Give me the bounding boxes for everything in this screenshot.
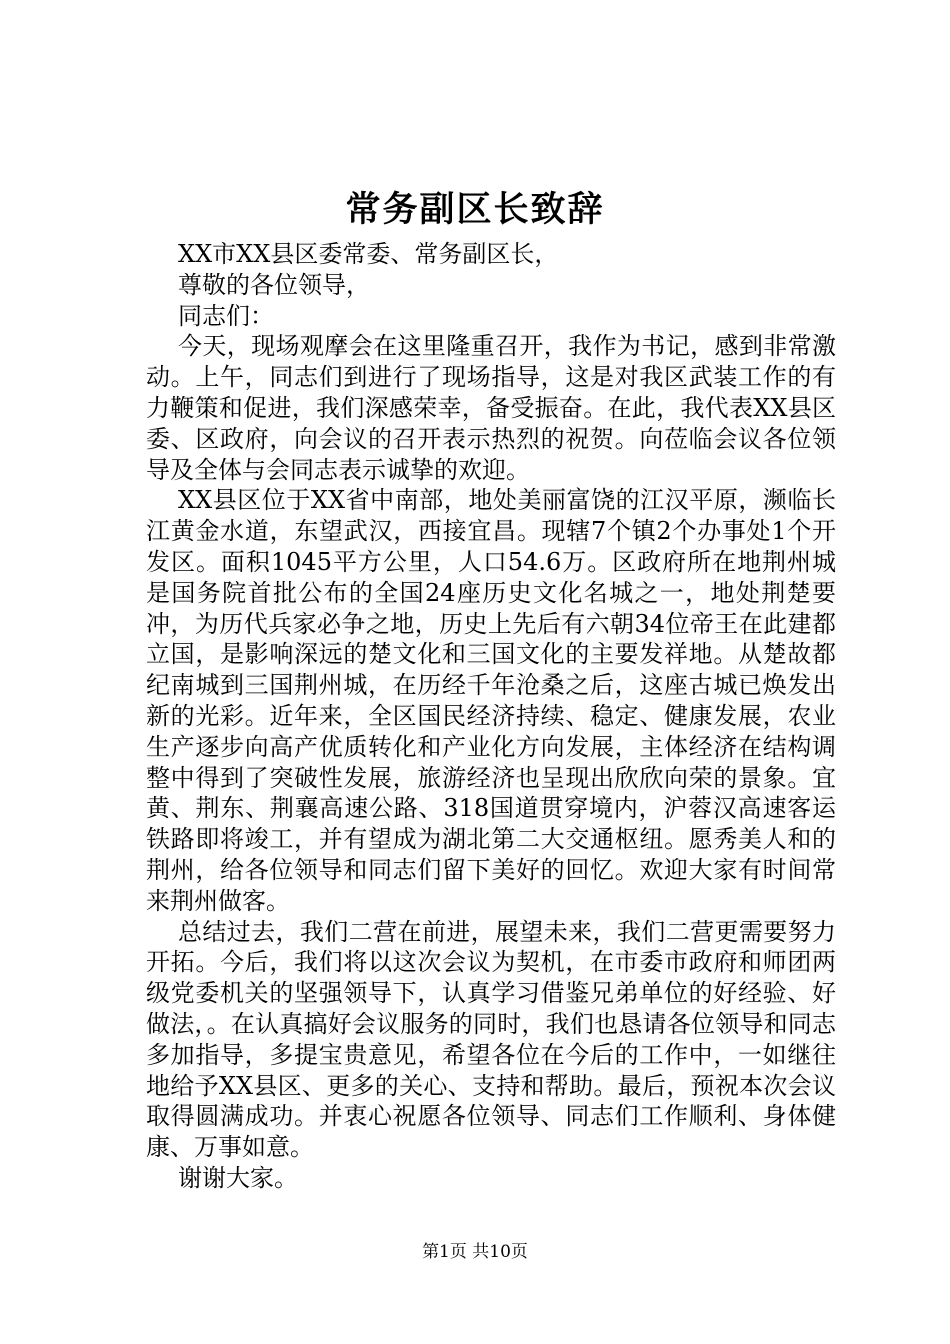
closing-line: 谢谢大家。 (178, 1163, 298, 1192)
paragraph-outlook: 总结过去，我们二营在前进，展望未来，我们二营更需要努力开拓。今后，我们将以这次会议为契机，在市委市政府和师团两级党委机关的坚强领导下，认真学习借鉴兄弟单位的好经验、好做法，。在认真搞好会议服务的同时，我们也恳请各位领导和同志多加指导，多提宝贵意见，希望各位在今后的工作中，一如继往地给予XX县区、更多的关心、支持和帮助。最后，预祝本次会议取得圆满成功。并衷心祝愿各位领导、同志们工作顺利、身体健康、万事如意。 (146, 917, 836, 1162)
document-body (146, 239, 836, 1194)
page-indicator: 第1页 共10页 (422, 1242, 528, 1262)
speaker-line: XX市XX县区委常委、常务副区长， (178, 240, 559, 268)
greeting-line-2: 同志们： (178, 301, 274, 330)
greeting-line-1: 尊敬的各位领导， (178, 270, 370, 299)
paragraph-welcome: 今天，现场观摩会在这里隆重召开，我作为书记，感到非常激动。上午，同志们到进行了现场指导，这是对我区武装工作的有力鞭策和促进，我们深感荣幸，备受振奋。在此，我代表XX县区委、区政府，向会议的召开表示热烈的祝贺。向莅临会议各位领导及全体与会同志表示诚挚的欢迎。 (146, 332, 836, 484)
page-footer (0, 1240, 950, 1264)
document-title: 常务副区长致辞 (345, 189, 605, 230)
paragraph-introduction: XX县区位于XX省中南部，地处美丽富饶的江汉平原，濒临长江黄金水道，东望武汉，西接宜昌。现辖7个镇2个办事处1个开发区。面积1045平方公里，人口54.6万。区政府所在地荆州城是国务院首批公布的全国24座历史文化名城之一，地处荆楚要冲，为历代兵家必争之地，历史上先后有六朝34位帝王在此建都立国，是影响深远的楚文化和三国文化的主要发祥地。从楚故都纪南城到三国荆州城，在历经千年沧桑之后，这座古城已焕发出新的光彩。近年来，全区国民经济持续、稳定、健康发展，农业生产逐步向高产优质转化和产业化方向发展，主体经济在结构调整中得到了突破性发展，旅游经济也呈现出欣欣向荣的景象。宜黄、荆东、荆襄高速公路、318国道贯穿境内，沪蓉汉高速客运铁路即将竣工，并有望成为湖北第二大交通枢纽。愿秀美人和的荆州，给各位领导和同志们留下美好的回忆。欢迎大家有时间常来荆州做客。 (146, 486, 836, 915)
